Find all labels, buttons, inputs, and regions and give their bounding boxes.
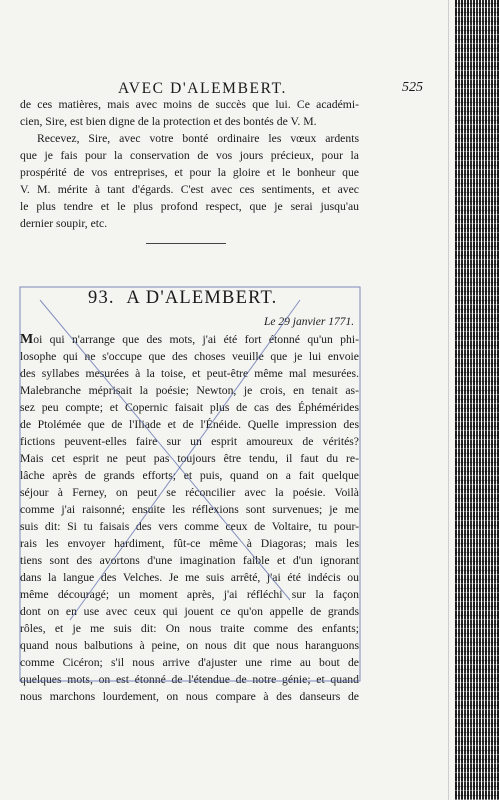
text-line: séjour à Ferney, on peut se réconcilier avec la poésie. Voilà: [20, 486, 359, 499]
text-line: rôles, et je me suis dit: On nous traite comme des enfants;: [20, 622, 359, 635]
text-line: losophe qui ne s'occupe que des choses veuille que je lui envoie: [20, 350, 359, 363]
letter-title: A D'ALEMBERT.: [126, 288, 278, 308]
text-line: quand nous balbutions à peine, on nous dit que nous haranguons: [20, 639, 359, 652]
page-number: 525: [402, 80, 423, 95]
letter-number: 93.: [88, 288, 115, 308]
annotation-cross-stroke: [70, 300, 300, 620]
text-line: prospérité de vos entreprises, et pour la gloire et le bonheur que: [20, 166, 359, 179]
text-line: le plus tendre et le plus profond respect, que je serai jusqu'au: [20, 200, 359, 213]
letter-date: Le 29 janvier 1771.: [264, 316, 355, 328]
text-line: dont on en use avec ceux qui jouent ce qu'on appelle de grands: [20, 605, 359, 618]
text-line: de ces matières, mais avec moins de succès que lui. Ce académi-: [20, 98, 359, 111]
text-line: des syllabes mesurées à la toise, et peut-être même mal mesurées.: [20, 367, 359, 380]
text-line: Mais cet esprit ne peut pas toujours être tendu, il faut du re-: [20, 452, 359, 465]
text-line: de Ptolémée que de l'Iliade et de l'Énéide. Quelle impression des: [20, 418, 359, 431]
text-line: fictions peuvent-elles faire sur un esprit amoureux de vérités?: [20, 435, 359, 448]
text-line: dernier soupir, etc.: [20, 217, 108, 230]
text-line: comme Cicéron; s'il nous arrive d'ajuster une rime au bout de: [20, 656, 359, 669]
text-line: quelques mots, on est étonné de l'étendue de notre génie; et quand: [20, 673, 359, 686]
text-line: tiens sont des avortons d'une imagination faible et d'un ignorant: [20, 554, 359, 567]
text-line: cien, Sire, est bien digne de la protection et des bontés de V. M.: [20, 115, 317, 128]
text-line: sez peu compte; et Copernic faisait plus de cas des Éphémérides: [20, 401, 359, 414]
text-line: dans la langue des Velches. Je me suis arrêté, j'ai été indécis ou: [20, 571, 359, 584]
annotation-box: [20, 287, 360, 681]
text-line: lâche après de grands efforts; et puis, quand on a fait quelque: [20, 469, 359, 482]
text-line: V. M. mérite à tant d'égards. C'est avec ces sentiments, et avec: [20, 183, 359, 196]
text-line: Malebranche méprisait la poésie; Newton, je crois, en tenait as-: [20, 384, 359, 397]
text-line-content: oi qui n'arrange que des mots, j'ai été fort étonné qu'un phi-: [33, 333, 359, 346]
running-head: AVEC D'ALEMBERT.: [118, 80, 287, 97]
text-line: nous marchons lourdement, on nous compare à des danseurs de: [20, 690, 359, 703]
text-line: Recevez, Sire, avec votre bonté ordinaire les vœux ardents: [37, 132, 359, 145]
text-line: que je fais pour la conservation de vos jours précieux, pour la: [20, 149, 359, 162]
annotation-cross-stroke: [40, 300, 290, 600]
text-line: suis dit: Si tu faisais des vers comme ceux de Voltaire, tu pour-: [20, 520, 359, 533]
text-line: rais les envoyer hardiment, fût-ce même à Diagoras; mais les: [20, 537, 359, 550]
text-line: comme j'ai raisonné; ensuite les réflexions sont survenues; je me: [20, 503, 359, 516]
drop-cap: M: [20, 332, 34, 347]
text-line: même découragé; un moment après, j'ai réfléchi sur la façon: [20, 588, 359, 601]
